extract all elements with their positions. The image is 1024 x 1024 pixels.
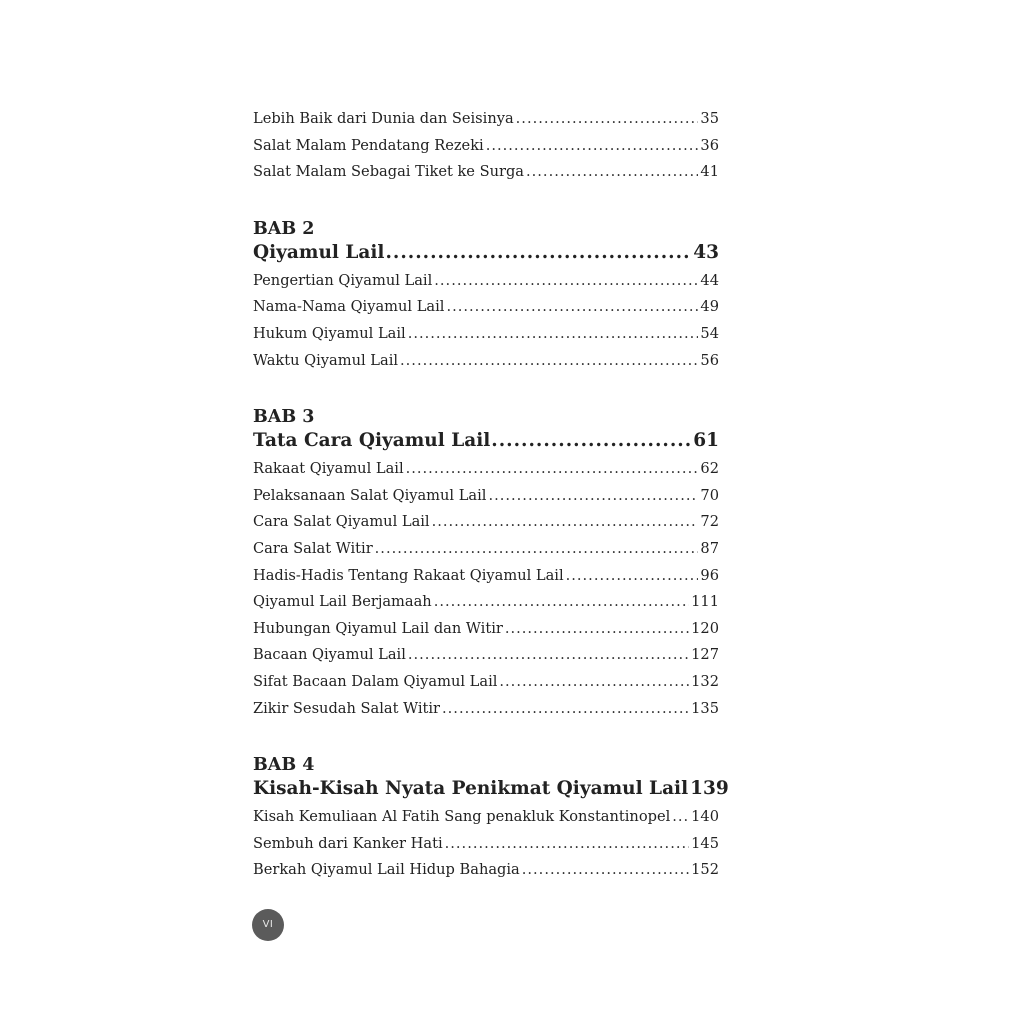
entry-page: 87	[700, 539, 719, 557]
entry-page: 132	[691, 672, 719, 690]
dot-leader	[516, 110, 699, 127]
entry-title: Hukum Qiyamul Lail	[253, 324, 406, 342]
page-number-badge: VI	[252, 909, 284, 941]
entry-title: Nama-Nama Qiyamul Lail	[253, 298, 445, 316]
dot-leader	[408, 325, 699, 342]
entry-title: Salat Malam Pendatang Rezeki	[253, 136, 484, 154]
entry-page: 54	[700, 324, 719, 342]
toc-entry	[253, 808, 719, 835]
entry-page: 111	[691, 593, 719, 611]
dot-leader	[375, 540, 699, 557]
entry-page: 56	[700, 351, 719, 369]
dot-leader	[434, 593, 689, 610]
entry-page: 145	[691, 834, 719, 852]
toc-entry	[253, 700, 719, 727]
heading-title: Tata Cara Qiyamul Lail	[253, 430, 491, 452]
entry-title: Hubungan Qiyamul Lail dan Witir	[253, 619, 503, 637]
entry-title: Sifat Bacaan Dalam Qiyamul Lail	[253, 672, 498, 690]
entry-title: Bacaan Qiyamul Lail	[253, 646, 406, 664]
toc-entry	[253, 861, 719, 888]
entry-page: 70	[700, 486, 719, 504]
dot-leader	[434, 272, 698, 289]
dot-leader	[566, 567, 699, 584]
entry-title: Cara Salat Qiyamul Lail	[253, 513, 430, 531]
dot-leader	[406, 460, 699, 477]
entry-page: 35	[700, 110, 719, 127]
entry-page: 152	[691, 861, 719, 879]
entry-title: Waktu Qiyamul Lail	[253, 351, 399, 369]
chapter-label: BAB 3	[253, 407, 315, 428]
heading-page: 139	[690, 778, 729, 800]
chapter-heading	[253, 242, 719, 272]
toc-entry	[253, 593, 719, 620]
entry-page: 127	[691, 646, 719, 664]
heading-page: 61	[693, 430, 719, 452]
chapter-heading	[253, 778, 729, 808]
heading-title: Kisah-Kisah Nyata Penikmat Qiyamul Lail	[253, 778, 689, 800]
dot-leader	[445, 835, 690, 852]
dot-leader	[488, 487, 698, 504]
dot-leader	[446, 298, 698, 315]
toc-entry	[253, 567, 719, 594]
toc-entry	[253, 460, 719, 487]
entry-title: Berkah Qiyamul Lail Hidup Bahagia	[253, 861, 520, 879]
entry-page: 72	[700, 513, 719, 531]
toc-entry	[253, 137, 719, 164]
toc-entry	[253, 673, 719, 700]
toc-entry	[253, 513, 719, 540]
dot-leader	[499, 673, 689, 690]
dot-leader	[526, 163, 698, 180]
dot-leader	[385, 242, 692, 263]
chapter-label: BAB 4	[253, 755, 315, 776]
toc-entry	[253, 540, 719, 567]
table-of-contents	[253, 110, 729, 888]
chapter-label: BAB 2	[253, 218, 315, 239]
dot-leader	[491, 430, 692, 451]
chapter-section	[253, 216, 719, 378]
dot-leader	[432, 513, 699, 530]
entry-page: 36	[700, 136, 719, 154]
chapter-heading	[253, 430, 719, 460]
entry-title: Lebih Baik dari Dunia dan Seisinya	[253, 110, 514, 127]
toc-entry	[253, 272, 719, 299]
entry-title: Cara Salat Witir	[253, 539, 373, 557]
toc-entry	[253, 352, 719, 379]
dot-leader	[486, 137, 699, 154]
toc-entry	[253, 325, 719, 352]
dot-leader	[400, 352, 698, 369]
toc-entry	[253, 487, 719, 514]
toc-entry	[253, 835, 719, 862]
toc-entry	[253, 110, 719, 137]
entry-page: 96	[700, 566, 719, 584]
entry-title: Zikir Sesudah Salat Witir	[253, 699, 441, 717]
dot-leader	[442, 700, 689, 717]
entry-page: 62	[700, 460, 719, 478]
dot-leader	[672, 808, 689, 825]
toc-entry	[253, 646, 719, 673]
toc-entry	[253, 620, 719, 647]
toc-entry	[253, 163, 719, 190]
entry-title: Pelaksanaan Salat Qiyamul Lail	[253, 486, 487, 504]
entry-page: 41	[700, 163, 719, 181]
heading-title: Qiyamul Lail	[253, 241, 385, 263]
entry-title: Salat Malam Sebagai Tiket ke Surga	[253, 163, 525, 181]
dot-leader	[505, 620, 689, 637]
entry-page: 135	[691, 699, 719, 717]
entry-title: Sembuh dari Kanker Hati	[253, 834, 443, 852]
entry-page: 49	[700, 298, 719, 316]
entry-page: 44	[700, 271, 719, 289]
heading-page: 43	[693, 241, 719, 263]
chapter-section	[253, 752, 729, 888]
entry-title: Hadis-Hadis Tentang Rakaat Qiyamul Lail	[253, 566, 564, 584]
entry-title: Qiyamul Lail Berjamaah	[253, 593, 432, 611]
entry-title: Pengertian Qiyamul Lail	[253, 271, 433, 289]
intro-section	[253, 110, 719, 190]
chapter-section	[253, 404, 719, 726]
entry-title: Rakaat Qiyamul Lail	[253, 460, 404, 478]
entry-page: 140	[691, 808, 719, 826]
dot-leader	[522, 861, 689, 878]
entry-page: 120	[691, 619, 719, 637]
toc-entry	[253, 298, 719, 325]
dot-leader	[408, 646, 689, 663]
entry-title: Kisah Kemuliaan Al Fatih Sang penakluk Konstantinopel	[253, 808, 671, 826]
